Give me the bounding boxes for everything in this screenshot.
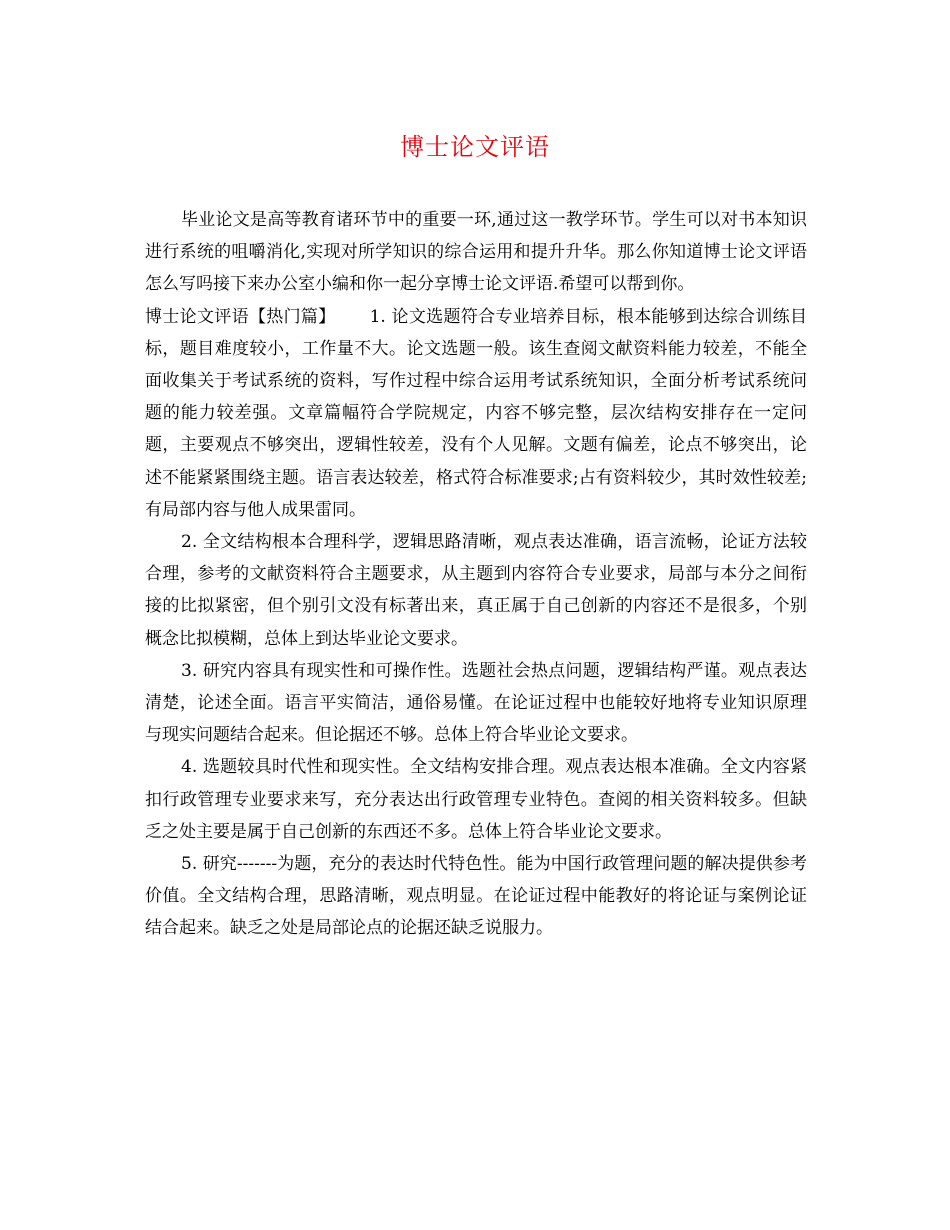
- document-title: 博士论文评语: [400, 133, 550, 161]
- section-label: 博士论文评语【热门篇】: [145, 306, 336, 327]
- comment-item-1-text: 1. 论文选题符合专业培养目标，根本能够到达综合训练目标，题目难度较小，工作量不大。论文选题一般。该生查阅文献资料能力较差，不能全面收集关于考试系统的资料，写作过程中综合运用考试系统知识，全面分析考试系统问题的能力较差强。文章篇幅符合学院规定，内容不够完整，层次结构安排存在一定问题，主要观点不够突出，逻辑性较差，没有个人见解。文题有偏差，论点不够突出，论述不能紧紧围绕主题。语言表达较差，格式符合标准要求;占有资料较少，其时效性较差;有局部内容与他人成果雷同。: [145, 306, 808, 520]
- comment-item-1: [145, 301, 807, 526]
- intro-paragraph: 毕业论文是高等教育诸环节中的重要一环,通过这一教学环节。学生可以对书本知识进行系统的咀嚼消化,实现对所学知识的综合运用和提升升华。那么你知道博士论文评语怎么写吗接下来办公室小编和你一起分享博士论文评语.希望可以帮到你。: [145, 210, 807, 295]
- comment-item-5: 5. 研究-------为题，充分的表达时代特色性。能为中国行政管理问题的解决提供参考价值。全文结构合理，思路清晰，观点明显。在论证过程中能教好的将论证与案例论证结合起来。缺乏之处是局部论点的论据还缺乏说服力。: [145, 854, 807, 939]
- document-body: [145, 204, 807, 945]
- comment-item-4: 4. 选题较具时代性和现实性。全文结构安排合理。观点表达根本准确。全文内容紧扣行政管理专业要求来写，充分表达出行政管理专业特色。查阅的相关资料较多。但缺乏之处主要是属于自己创新的东西还不多。总体上符合毕业论文要求。: [145, 757, 807, 842]
- comment-item-3: 3. 研究内容具有现实性和可操作性。选题社会热点问题，逻辑结构严谨。观点表达清楚，论述全面。语言平实简洁，通俗易懂。在论证过程中也能较好地将专业知识原理与现实问题结合起来。但论据还不够。总体上符合毕业论文要求。: [145, 660, 807, 746]
- comment-item-2: 2. 全文结构根本合理科学，逻辑思路清晰，观点表达准确，语言流畅，论证方法较合理，参考的文献资料符合主题要求，从主题到内容符合专业要求，局部与本分之间衔接的比拟紧密，但个别引文没有标著出来，真正属于自己创新的内容还不是很多，个别概念比拟模糊，总体上到达毕业论文要求。: [145, 532, 807, 649]
